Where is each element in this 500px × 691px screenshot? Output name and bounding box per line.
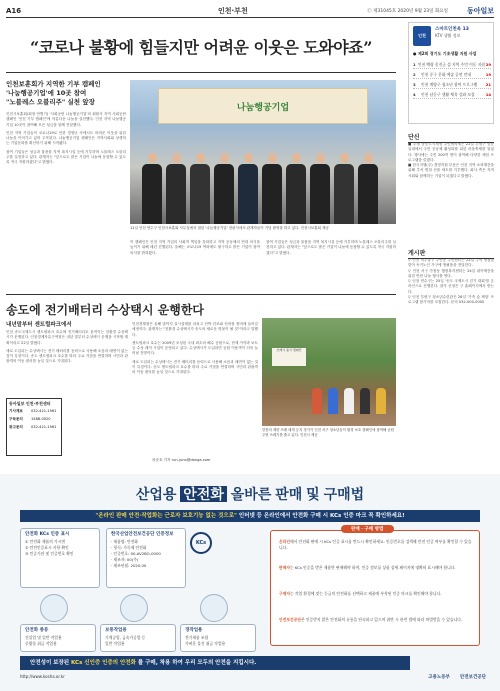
- safety-shoe-ad: [0, 474, 500, 691]
- contact-box: [6, 398, 62, 456]
- subhead-line: "노블레스 오블리주" 실천 앞장: [6, 98, 95, 106]
- box-line: ② 안전인증표시 사항 확인: [25, 545, 69, 550]
- paragraph: 새로 도입되는 수상택시는 전기 배터리를 동력으로 사용해 소음과 매연이 없는 것이 특징이다. 송도 센트럴파크 호수를 따라 주요 거점을 연결하며 시민과 관광객의 이동 편의를 높일 것으로 기대된다.: [6, 348, 128, 364]
- contact-key: 구독문의: [9, 417, 23, 421]
- ad-title-post: 올바른 판매 및 구매법: [230, 486, 365, 502]
- paragraph: 이 캠페인은 인천 지역 기업의 사회적 책임을 강화하고 지역 공동체의 연대 의식을 높이기 위해 매년 진행된다. 올해는 코로나19 여파에도 불구하고 많은 기업이 참여 의사를 밝혀왔다.: [130, 240, 260, 255]
- reporter-byline: 차준호 기자 run-juno@donga.com: [152, 458, 211, 462]
- bottom-pre: 안전성이 보장된: [30, 660, 70, 666]
- row-text: 인천 중구 문화 예술 공연 안내: [421, 71, 472, 77]
- info-widget: [408, 22, 494, 124]
- contact-key: 광고문의: [9, 425, 23, 429]
- campaign-sign: 쓰레기 줍기 캠페인: [272, 348, 306, 366]
- row-value: 14: [485, 92, 491, 97]
- board-title: 게시판: [408, 248, 494, 259]
- ad-subtitle: [20, 510, 480, 522]
- photo-caption: 11일 인천 연수구 인천시보훈회 사무실에서 열린 '나눔행공기업' 현판식에서 관계자들이 기념 촬영을 하고 있다. 인천시보훈회 제공: [130, 226, 329, 230]
- ad-title: [0, 484, 500, 504]
- ad-url: http://www.kosha.or.kr: [20, 674, 65, 679]
- shoe-type-card: [100, 624, 176, 652]
- card-title: 안전화 종류: [25, 628, 49, 633]
- ad-bottom-banner: [20, 656, 410, 670]
- row-number: 1: [413, 62, 416, 67]
- step-key: 온라인: [279, 539, 291, 544]
- paragraph: 인천시보훈회(회장 안병기) '사회공헌 나눔행공기업'의 회원사 지역 사회공헌 캠페인 '인천 기부 캠페인'에 아름다운 나눔을 실천했다. 인천 지역 나눔행공기업 10곳이 참여해 모은 성금을 함께 전달했다.: [6, 112, 126, 127]
- widget-row: [413, 91, 491, 99]
- paragraph: 참여 기업들은 성금과 물품을 지역 복지시설 등에 기부하며 노블레스 오블리주를 실천하고 있다. 관계자는 "앞으로도 많은 기업이 나눔에 동참할 수 있도록 적극 지원하겠다"고 밝혔다.: [6, 149, 126, 165]
- row-number: 3: [413, 82, 416, 87]
- ad-sub-text: 인터넷 등 온라인에서 안전화 구매 시 KCs 인증 마크 꼭 확인하세요!: [238, 513, 405, 519]
- page-header: [6, 4, 494, 18]
- step-text: 은 인증받지 않은 안전화의 유통을 단속하고 있으며 위반 시 관련 법에 따라 처벌받을 수 있습니다.: [301, 617, 463, 622]
- paragraph: 인천 지역 기업들이 코로나19로 인한 경영난 속에서도 어려운 이웃을 위한 나눔을 이어가고 있어 주목된다. 나눔행공기업 캠페인은 지역사회와 상생하는 기업문화를 확산하기 위해 시작됐다.: [6, 130, 126, 146]
- article-subhead: [6, 80, 126, 107]
- story2-photo: [262, 318, 396, 426]
- subhead-line: '나눔행공기업'에 10곳 참여: [6, 89, 87, 97]
- bottom-highlight: KCs 신인증 인증의 안전화: [71, 660, 136, 666]
- card-line: 건설업 및 일반 작업용: [25, 635, 62, 640]
- contact-title: 동아일보 인천·부천센터: [9, 401, 51, 406]
- card-line: 중량물 취급 작업용: [25, 641, 57, 646]
- brief-title: 단신: [408, 132, 494, 143]
- contact-key: 기사제보: [9, 409, 23, 413]
- row-value: 21: [485, 82, 491, 87]
- contact-row: [9, 425, 59, 430]
- ad-title-highlight: 안전화: [180, 486, 227, 502]
- paragraph: 센트럴파크 호수는 2009년 조성된 국내 최초의 해수 공원으로, 현재 카약과 보트 등 수상 레저 시설이 운영되고 있다. 수상택시가 도입되면 공원 이용객이 더욱 늘어날 전망이다.: [132, 340, 258, 356]
- card-line: 가벼운 물건 취급 작업용: [185, 641, 226, 646]
- contact-value: 032-421-1561: [31, 409, 57, 413]
- story2-headline: 송도에 전기배터리 수상택시 운행한다: [6, 294, 396, 318]
- kcs-label-box: [20, 528, 100, 588]
- paragraph: 새로 도입되는 수상택시는 전기 배터리를 동력으로 사용해 소음과 매연이 없는 것이 특징이다. 송도 센트럴파크 호수를 따라 주요 거점을 연결하며 시민과 관광객의 이동 편의를 높일 것으로 기대된다.: [132, 359, 258, 375]
- row-text: 인천 백령 옹진군 섬 지역 주민 이동 지원: [417, 61, 485, 67]
- issue-date: Ⓒ 제31045호 2020년 9월 23일 화요일: [367, 8, 448, 14]
- card-line: 전기제품 조립: [185, 635, 209, 640]
- card-line: 기계공업, 금속가공업 등: [105, 635, 146, 640]
- row-value: 19: [485, 72, 491, 77]
- ad-title-pre: 산업용: [135, 486, 177, 502]
- section-title: 인천·부천: [218, 6, 248, 15]
- subhead-line: 인천보훈회가 지역한 기부 캠페인: [6, 80, 101, 88]
- article-body: [6, 112, 126, 282]
- widget-row: [413, 81, 491, 89]
- widget-subtitle: KTV 생활 정보: [435, 33, 461, 38]
- steps-heading: 판매 · 구매 방법: [341, 525, 394, 533]
- main-photo: [130, 80, 396, 224]
- cert-info-box: [106, 528, 186, 588]
- people-group: [138, 132, 388, 224]
- step-item: [279, 591, 475, 597]
- widget-row: [413, 71, 491, 79]
- event-banner: [158, 88, 368, 124]
- step-text: 는 작업 환경에 맞는 등급의 안전화를 선택하고 제품에 부착된 인증 마크를 확인해야 합니다.: [290, 591, 442, 596]
- step-key: 안전보건공단: [279, 617, 302, 622]
- banner-text: 나눔행공기업: [236, 102, 290, 113]
- box-line: · 제조자: 00(주): [111, 557, 139, 562]
- paragraph: 인천 송도국제도시 센트럴파크 호수에 전기배터리로 움직이는 친환경 수상택시가 운행된다. 인천경제자유구역청은 내년 말부터 수상택시 운행을 시작할 계획이라고 22일 밝혔다.: [6, 330, 128, 345]
- box-title: 한국산업안전보건공단 인증정보: [111, 532, 174, 537]
- sponsor-logos: [428, 674, 486, 680]
- card-title: 경작업용: [185, 628, 203, 633]
- step-text: 는 KCs 인증을 받은 제품만 판매해야 하며, 인증 정보를 상품 상세 페이지에 명확히 표시해야 합니다.: [290, 565, 456, 570]
- card-title: 보통작업용: [105, 628, 127, 633]
- box-line: ① 안전화 제품의 가시면: [25, 539, 66, 544]
- page-number: A16: [6, 6, 22, 15]
- shoe-type-card: [180, 624, 256, 652]
- step-item: [279, 617, 475, 623]
- widget-logo: 인천: [413, 26, 431, 46]
- headline: “코로나 불황에 힘들지만 어려운 이웃은 도와야죠”: [30, 37, 372, 57]
- headline-divider: [6, 72, 396, 73]
- shoe-icon: [120, 594, 148, 622]
- step-key: 구매자: [279, 591, 291, 596]
- paragraph: 참여 기업들은 성금과 물품을 지역 복지시설 등에 기부하며 노블레스 오블리주를 실천하고 있다. 관계자는 "앞으로도 많은 기업이 나눔에 동참할 수 있도록 적극 지원하겠다"고 밝혔다.: [266, 240, 396, 255]
- ministry-logo: 고용노동부: [428, 675, 450, 680]
- newspaper-logo: 동아일보: [466, 5, 494, 15]
- shoe-type-card: [20, 624, 96, 652]
- story2-body: [6, 330, 128, 394]
- contact-value: 1588-0020: [31, 417, 51, 421]
- box-line: · 인증번호: 00-AV2BO-0000: [111, 551, 161, 556]
- brief-body: ■ 부평 삼릉도시재생 주민협의체는 22일 부평구 삼릉 일대에서 주민 공동체 활성화를 위한 마을축제를 열었다. 행사에는 주민 200여 명이 참여해 다양한 체험 프로그램을 즐겼다. ■ 한국지엠(주) 경영지원 부문은 인천 지역 소외계층을 위해 추석 명절 선물 세트를 기부했다. 회사 측은 지역 사회와 함께하는 기업이 되겠다고 밝혔다.: [408, 142, 494, 178]
- row-number: 2: [413, 72, 416, 77]
- card-line: 일반 작업용: [105, 641, 125, 646]
- widget-note: ● 제2회 경기도 기초생활 지원 사업: [413, 51, 477, 56]
- box-line: · 형식: 가죽제 안전화: [111, 545, 147, 550]
- shoe-icon: [200, 594, 228, 622]
- shoe-icon: [40, 594, 68, 622]
- step-key: 판매자: [279, 565, 291, 570]
- row-text: 인천 계양구 청소년 참여 프로그램: [421, 81, 478, 87]
- step-item: [279, 539, 475, 550]
- row-value: 29: [485, 62, 491, 67]
- step-item: [279, 565, 475, 571]
- widget-row: [413, 61, 491, 69]
- paragraph: 인천경제청은 올해 말까지 실시설계를 마치고 선박 건조와 선착장 정비에 들어갈 예정이다. 관계자는 "친환경 수상택시가 송도의 새로운 명물이 될 것"이라고 말했다.: [132, 322, 258, 337]
- story2-body-cont: [132, 322, 258, 456]
- kcs-mark-icon: KCs: [190, 532, 212, 554]
- bottom-post: 를 구매, 착용 하여 우리 모두의 안전을 지킵시다.: [137, 660, 257, 666]
- contact-value: 032-421-1561: [31, 425, 57, 429]
- step-text: 에서 안전화 판매 시 KCs 인증 표시를 반드시 확인하세요. 인증번호를 검색해 안전 인증 여부를 확인할 수 있습니다.: [279, 539, 472, 550]
- box-line: · 제조년월: 2020.00: [111, 563, 147, 568]
- story2-caption: 한몸의 계양 쓰레 매개 등지 정가기 인천 서구 청소년들이 환경 보호 캠페인에 참여해 공원 주변 쓰레기를 줍고 있다. 인천시 제공: [262, 428, 394, 437]
- ad-sub-highlight: "온라인 판매 안전·작업화는 근로자 보호기능 없는 것으로": [95, 513, 237, 519]
- contact-row: [9, 417, 59, 422]
- box-line: ③ 인증기관 및 인증번호 확인: [25, 551, 74, 556]
- story2-subhead: 내년말부터 센트럴파크에서: [6, 322, 72, 328]
- kosha-logo: 안전보건공단: [459, 675, 486, 680]
- contact-row: [9, 409, 59, 414]
- row-text: 인천 남동구 생활 체육 강좌 모집: [421, 91, 475, 97]
- box-line: · 제품명: 안전화: [111, 539, 138, 544]
- row-number: 4: [413, 92, 416, 97]
- box-title: 안전화 KCs 인증 표시: [25, 532, 70, 537]
- article-body-cont: [130, 240, 260, 290]
- article-body-cont: [266, 240, 396, 290]
- board-body: ▽ 인천 미추홀구 주안동 주민센터는 23일 추석 명절을 맞아 독거노인 가구에 생필품을 전달한다. ▽ 인천 서구 가정동 행정복지센터는 24일 취약계층을 위한 반찬 나눔 행사를 연다. ▽ 인천 연수구는 25일 '송도 국제도시 걷기 대회'를 온라인으로 진행한다. 참가 신청은 구 홈페이지에서 받는다. ▽ 인천 부평구 청소년수련관은 26일 '가족 숲 체험' 프로그램 참가자를 모집한다. 문의 032-000-0000: [408, 258, 494, 305]
- purchase-steps-box: [270, 527, 480, 646]
- widget-title: 스마트인천옥 13: [435, 27, 469, 32]
